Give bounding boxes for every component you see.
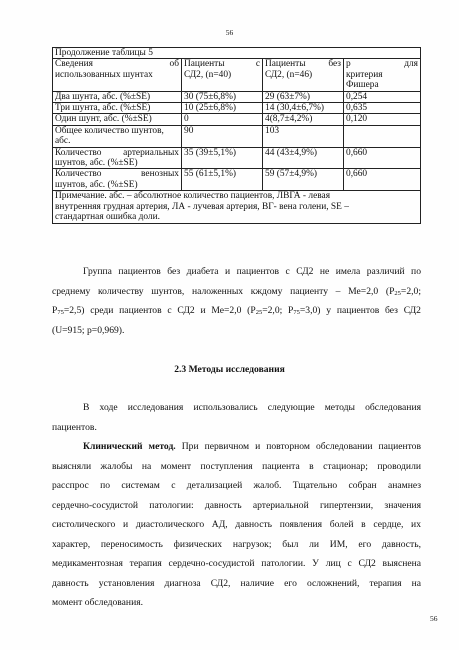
- header-cell-fisher: р для критерия Фишера: [344, 59, 421, 91]
- row-value-no-dm2: 14 (30,4±6,7%): [263, 103, 344, 114]
- row-value-no-dm2: 29 (63±7%): [263, 91, 344, 102]
- table-note: Примечание. абс. – абсолютное количество пациентов, ЛВГА - левая внутренняя грудная артерия, ЛА - лучевая артерия, ВГ- вена голени, SE – стандартная ошибка доли.: [53, 191, 421, 223]
- paragraph-group-comparison: Группа пациентов без диабета и пациентов с СД2 не имела различий по среднему количеству шунтов, наложенных кждому пациенту – Ме=2,0 ($Р_{25}=2,0$; $Р_{75}=2,5$) среди пациентов с СД2 и Ме=2,0 ($Р_{25}=2,0$; $Р_{75}=3,0$) у пациентов без СД2 (U=915; р=0,969).: [52, 266, 421, 336]
- row-value-dm2: 10 (25±6,8%): [182, 103, 263, 114]
- row-p-value: 0,254: [344, 91, 421, 102]
- page-number-bottom: 56: [430, 614, 438, 623]
- paragraph-line: $Р_{75}=2,5$) среди пациентов с СД2 и Ме=2,0 ($Р_{25}=2,0$; $Р_{75}=3,0$) у пациентов без СД2: [52, 305, 421, 316]
- paragraph-clinical-method: Клинический метод. При первичном и повторном обследовании пациентов выясняли жалобы на момент поступления пациента в стационар; проводили расспрос по системам с детализацией жалоб. Тщательно собран анамнез сердечно-сосудистой патологии: давность артериальной гипертензии, значения систолического и диастолического АД, давность появления болей в сердце, их характер, переносимость физических нагрузок; был ли ИМ, его давность, медикаментозная терапия сердечно-сосудистой патологии. У лиц с СД2 выяснена давность установления диагноза СД2, наличие его осложнений, терапия на момент обследования.: [52, 437, 421, 613]
- row-value-dm2: 35 (39±5,1%): [182, 147, 263, 169]
- data-table: [52, 47, 421, 224]
- table-row: [53, 147, 421, 169]
- header-cell-without-dm2: Пациенты без СД2, (n=46): [263, 59, 344, 91]
- row-label: Общее количество шунтов, абс.: [53, 125, 182, 147]
- row-p-value: [344, 125, 421, 147]
- row-value-no-dm2: 44 (43±4,9%): [263, 147, 344, 169]
- clinical-method-lead: Клинический метод.: [83, 441, 176, 452]
- row-value-dm2: 55 (61±5,1%): [182, 169, 263, 191]
- paragraph-line: среднему количеству шунтов, наложенных кждому пациенту – Ме=2,0 ($Р_{25}=2,0$;: [52, 285, 421, 297]
- table-note-row: [53, 191, 421, 223]
- table-row: [53, 114, 421, 125]
- row-label: Три шунта, абс. (%±SE): [53, 103, 182, 114]
- table-row: [53, 91, 421, 102]
- row-value-no-dm2: 103: [263, 125, 344, 147]
- section-heading: 2.3 Методы исследования: [174, 364, 285, 375]
- row-label: Количество артериальных шунтов, абс. (%±SE): [53, 147, 182, 169]
- row-value-no-dm2: 4(8,7±4,2%): [263, 114, 344, 125]
- row-p-value: 0,660: [344, 147, 421, 169]
- table-caption-row: [53, 48, 421, 59]
- row-p-value: 0,635: [344, 103, 421, 114]
- table-row: [53, 169, 421, 191]
- table-row: [53, 125, 421, 147]
- table-header-row: [53, 59, 421, 91]
- table-caption: Продолжение таблицы 5: [53, 48, 421, 59]
- row-label: Один шунт, абс. (%±SE): [53, 114, 182, 125]
- row-value-dm2: 0: [182, 114, 263, 125]
- row-p-value: 0,660: [344, 169, 421, 191]
- header-cell-shunts: Сведения об использованных шунтах: [53, 59, 182, 91]
- paragraph-methods-intro: В ходе исследования использовались следующие методы обследования пациентов.: [52, 402, 421, 433]
- table-row: [53, 103, 421, 114]
- paragraph-line: Клинический метод. При первичном и повторном обследовании пациентов: [83, 441, 421, 452]
- row-value-no-dm2: 59 (57±4,9%): [263, 169, 344, 191]
- row-value-dm2: 90: [182, 125, 263, 147]
- row-value-dm2: 30 (75±6,8%): [182, 91, 263, 102]
- row-label: Два шунта, абс. (%±SE): [53, 91, 182, 102]
- header-cell-with-dm2: Пациенты с СД2, (n=40): [182, 59, 263, 91]
- row-label: Количество венозных шунтов, абс. (%±SE): [53, 169, 182, 191]
- row-p-value: 0,120: [344, 114, 421, 125]
- page-number-top: 56: [225, 28, 234, 37]
